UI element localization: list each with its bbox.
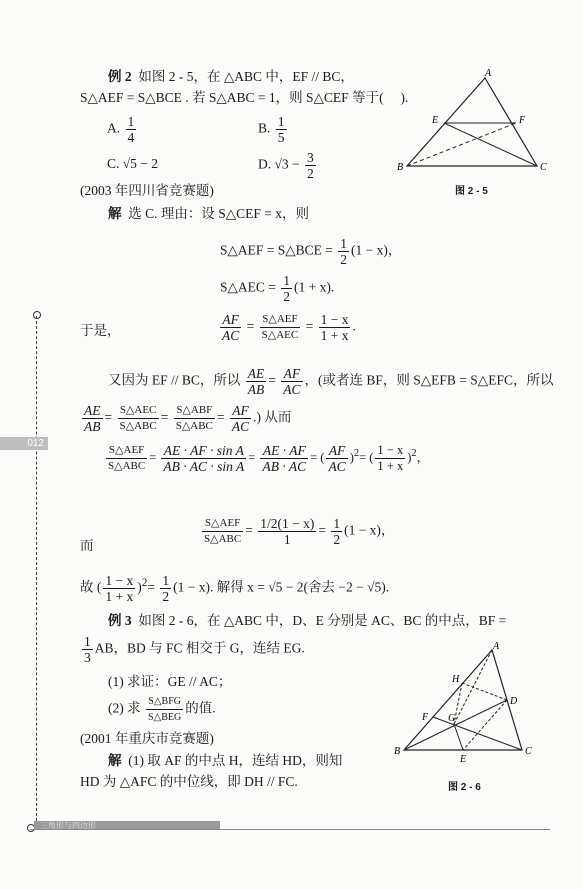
label-a: A <box>485 68 492 79</box>
example-2-stem-line2 <box>80 89 408 107</box>
option-b-fraction <box>276 114 287 145</box>
square-2: 2 <box>411 448 417 460</box>
one-minus-x: 1 − x <box>320 312 349 327</box>
footer-chapter-bar: 三角形与四边形 <box>34 821 220 830</box>
square-1: 2 <box>353 448 360 460</box>
gu-tail: (1 − x). 解得 x = √5 − 2(舍去 −2 − √5). <box>173 579 390 595</box>
label-f: F <box>519 115 526 126</box>
triangle-abc <box>407 78 537 166</box>
third-den: 3 <box>84 650 91 665</box>
gu-half-den: 2 <box>162 589 170 604</box>
fig2-label-f: F <box>422 712 429 723</box>
ratio-line: $\frac{AE}{AB}$ = $\frac{\text{S△AEC}}{\text{S△ABC}}$ = $\frac{\text{S△ABF}}{\text{S△ABC}}$ = $\frac{AF}{AC}$ .) 从而 <box>84 403 292 434</box>
solution-3-label: 解 <box>108 753 122 768</box>
option-a-den: 4 <box>127 130 135 145</box>
er-1mx: (1 − x) <box>277 516 315 531</box>
segment-ec <box>444 123 537 166</box>
big-1px: 1 + x <box>377 459 404 473</box>
example-3-stem2: AB，BD 与 FC 相交于 G，连结 EG. <box>94 640 305 656</box>
big-equation: $\frac{\text{S△AEF}}{\text{S△ABC}}$ = $\frac{\text{AE · AF · sin A}}{\text{AB · AC · sin A}}$ = $\frac{AE \cdot AF}{AB \cdot AC}$ = ( $\frac{AF}{AC}$ )$^2$= ( $\frac{1 - x}{1 + x}$ )$^2$， <box>108 443 430 474</box>
figure-2-5 <box>392 66 552 176</box>
ab-den: AB <box>247 382 265 397</box>
third-num: 1 <box>84 634 91 649</box>
big-mid-den: AB · AC <box>262 459 307 474</box>
big-s-abc: S△ABC <box>108 460 146 472</box>
frac-ae-ab-2: $\frac{AE}{AB}$ <box>84 403 101 434</box>
er-s-aef: S△AEF <box>202 516 243 532</box>
ac-3: AC <box>231 419 250 434</box>
example-3-heading <box>108 612 506 630</box>
also-line: 又因为 EF // BC，所以 $\frac{AE}{AB}$ = $\frac{AF}{AC}$ ，(或者连 BF，则 S△EFB = S△EFC，所以 <box>108 366 554 397</box>
big-af: AF <box>326 443 347 459</box>
frac-saec-sabc <box>118 403 159 434</box>
gu-frac <box>103 573 135 604</box>
option-d-num: 3 <box>307 150 314 165</box>
gu-half-num: 1 <box>162 573 170 588</box>
option-b-den: 5 <box>277 130 285 145</box>
segment-bf-dashed <box>407 123 516 166</box>
example-3-label: 例 3 <box>108 613 132 628</box>
half-den-2: 2 <box>283 289 291 304</box>
big-mid-num: AE · AF <box>260 443 308 459</box>
big-lhs <box>106 443 147 474</box>
segment-fc <box>433 717 522 750</box>
s-abc-2: S△ABC <box>175 420 213 432</box>
also-tail: ，(或者连 BF，则 S△EFB = S△EFC，所以 <box>304 372 554 388</box>
big-ac: AC <box>328 459 346 474</box>
s-aec: S△AEC <box>261 329 299 341</box>
gu-label: 故 <box>80 579 94 595</box>
er-half <box>331 516 342 547</box>
option-d <box>258 150 318 181</box>
big-1mx: 1 − x <box>377 443 404 457</box>
question-2-frac <box>146 694 183 725</box>
big-sine-frac <box>161 443 246 474</box>
option-b <box>258 114 289 145</box>
equation-1-half <box>338 236 349 267</box>
fig2-label-h: H <box>452 674 460 685</box>
label-e: E <box>432 115 439 126</box>
big-sine-num: AE · AF · sin A <box>161 443 246 459</box>
one-third <box>82 634 93 665</box>
margin-dashed-line <box>36 316 37 821</box>
option-c: C. √5 − 2 <box>107 156 159 171</box>
fig2-label-b: B <box>394 746 401 757</box>
big-s-aef: S△AEF <box>106 443 147 459</box>
solution-3-line2: HD 为 △AFC 的中位线，即 DH // FC. <box>80 774 298 789</box>
example-3-stem-line2 <box>80 634 305 665</box>
example-2-source: (2003 年四川省竞赛题) <box>80 183 214 198</box>
er-equation: $\frac{\text{S△AEF}}{\text{S△ABC}}$ = $\frac{1/2(1 - x)}{1}$ = $\frac{1}{2}$ (1 − x)， <box>204 516 395 547</box>
option-b-letter: B. <box>258 120 271 136</box>
s-abf: S△ABF <box>174 403 215 419</box>
question-1: (1) 求证：GE // AC； <box>108 674 232 689</box>
er-lhs <box>202 516 243 547</box>
solution-2-label: 解 <box>108 206 122 221</box>
label-b: B <box>397 162 404 173</box>
option-a-num: 1 <box>127 114 135 129</box>
frac-af-ac <box>220 312 241 343</box>
big-mid-frac <box>260 443 308 474</box>
frac-sabf-sabc <box>174 403 215 434</box>
gu-line: 故 ( $\frac{1 - x}{1 + x}$ )$^2$= $\frac{1}{2}$ (1 − x). 解得 x = √5 − 2(舍去 −2 − √5). <box>80 573 390 604</box>
option-d-den: 2 <box>307 166 314 181</box>
frac-af-ac-3 <box>230 403 251 434</box>
frac-1mx-1px <box>319 312 351 343</box>
ratio-tail: .) 从而 <box>253 409 292 425</box>
option-b-num: 1 <box>277 114 285 129</box>
half-den: 2 <box>340 252 348 267</box>
equation-1-lhs: S△AEF = S△BCE = <box>220 242 333 258</box>
solution-3-text-1: (1) 取 AF 的中点 H，连结 HD，则知 <box>128 753 343 768</box>
er-label: 而 <box>80 538 94 553</box>
yushi-label: 于是， <box>80 323 121 338</box>
one-plus-x: 1 + x <box>320 328 349 343</box>
s-beg: S△BEG <box>148 712 182 723</box>
example-2-stem-part-a: S△AEF = S△BCE . 若 S△ABC = 1，则 S△CEF 等于( <box>80 90 384 105</box>
af-2: AF <box>281 366 302 382</box>
solution-2-intro-line <box>108 205 309 223</box>
er-half-den-2: 2 <box>333 532 341 547</box>
frac-ae-ab: $\frac{AE}{AB}$ <box>247 366 265 397</box>
gu-half <box>160 573 171 604</box>
solution-2-intro: 选 C. 理由：设 S△CEF = x，则 <box>128 206 310 221</box>
fig2-label-c: C <box>525 746 532 757</box>
equation-2-lhs: S△AEC = <box>220 279 276 295</box>
option-d-text: D. √3 − <box>258 156 300 172</box>
equation-3: $\frac{AF}{AC}$ = $\frac{\text{S△AEF}}{\text{S△AEC}}$ = $\frac{1 - x}{1 + x}$ . <box>222 312 356 343</box>
option-a-fraction <box>126 114 137 145</box>
solution-3-line1 <box>108 752 342 770</box>
er-one: 1 <box>283 532 291 547</box>
example-2-label: 例 2 <box>108 69 132 84</box>
also-text: 又因为 EF // BC，所以 <box>108 372 241 388</box>
er-half-num: 1 <box>260 516 267 531</box>
s-aec-2: S△AEC <box>118 403 159 419</box>
er-tail: (1 − x) <box>344 522 381 538</box>
equation-2-tail: (1 + x). <box>294 279 335 295</box>
question-2 <box>108 694 216 725</box>
example-2-stem-part-b: ). <box>400 90 409 105</box>
ac-2: AC <box>283 382 301 397</box>
fig2-label-d: D <box>510 696 518 707</box>
s-aef: S△AEF <box>260 312 301 328</box>
fig2-label-g: G <box>448 713 456 724</box>
margin-dot-top <box>33 311 41 319</box>
label-c: C <box>540 162 547 173</box>
question-2-b: 的值. <box>185 700 216 716</box>
af: AF <box>220 312 241 328</box>
figure-2-6 <box>392 640 552 770</box>
equation-2-half <box>281 273 292 304</box>
half-num: 1 <box>340 236 348 251</box>
figure-2-5-caption: 图 2 - 5 <box>455 186 488 197</box>
example-3-stem: 如图 2 - 6，在 △ABC 中，D、E 分别是 AC、BC 的中点，BF = <box>138 613 507 628</box>
gu-1px: 1 + x <box>105 589 134 604</box>
er-half-num-2: 1 <box>333 516 341 531</box>
er-mid: $\frac{1/2(1 - x)}{1}$ <box>260 516 315 547</box>
page-number-tab: 012 <box>0 437 48 450</box>
s-abc: S△ABC <box>119 420 157 432</box>
triangle-abc-2 <box>404 650 522 750</box>
example-2-heading <box>108 68 354 86</box>
option-d-fraction <box>305 150 316 181</box>
big-sine-den: AB · AC · sin A <box>163 459 245 474</box>
s-bfg: S△BFG <box>146 694 183 710</box>
equation-2 <box>220 273 334 304</box>
er-s-abc: S△ABC <box>204 533 242 545</box>
ab-den-2: AB <box>84 419 101 434</box>
half-num-2: 1 <box>283 273 291 288</box>
option-a-letter: A. <box>107 120 121 136</box>
fig2-label-a: A <box>493 641 500 652</box>
footer-rule <box>30 829 550 830</box>
figure-2-6-caption: 图 2 - 6 <box>448 782 481 793</box>
big-af-ac <box>326 443 347 474</box>
example-2-stem: 如图 2 - 5，在 △ABC 中，EF // BC， <box>138 69 354 84</box>
gu-1mx: 1 − x <box>105 573 134 588</box>
af-3: AF <box>230 403 251 419</box>
fig2-label-e: E <box>460 754 467 765</box>
question-2-a: (2) 求 <box>108 700 141 716</box>
option-a <box>107 114 138 145</box>
ac: AC <box>222 328 240 343</box>
frac-af-ac-2 <box>281 366 302 397</box>
equation-1-tail: (1 − x)， <box>351 242 402 258</box>
segment-hd <box>462 683 507 700</box>
gu-square: 2 <box>141 577 148 590</box>
example-3-source: (2001 年重庆市竞赛题) <box>80 731 214 746</box>
er-half-den: 2 <box>270 516 278 531</box>
big-1mx-1px <box>375 443 405 474</box>
equation-1 <box>220 236 401 267</box>
frac-s-aef-s-aec <box>260 312 301 343</box>
